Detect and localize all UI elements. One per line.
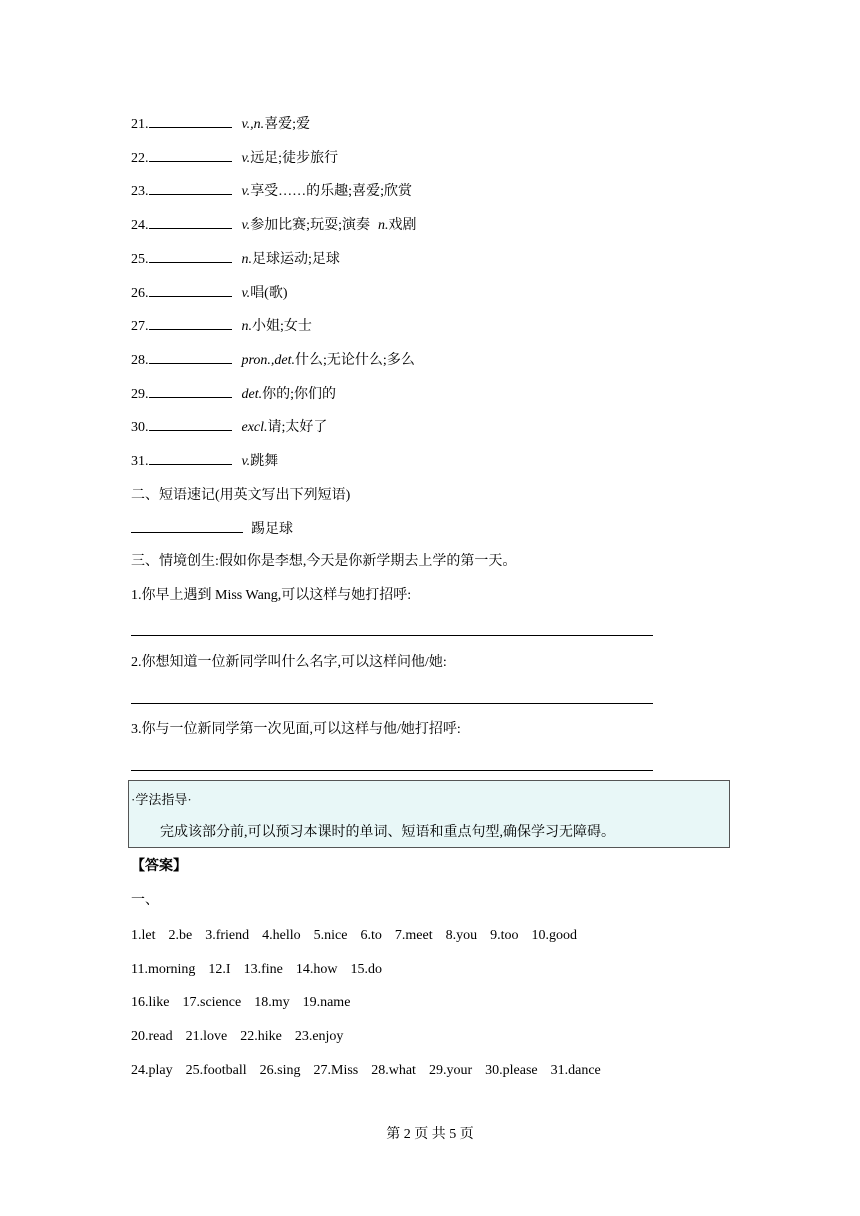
answer-item: 15.do <box>350 961 382 977</box>
vocab-meaning: 喜爱;爱 <box>264 117 311 132</box>
answer-item: 21.love <box>185 1029 228 1045</box>
vocab-item <box>131 248 340 270</box>
answer-item: 12.I <box>208 961 231 977</box>
part-of-speech: v. <box>241 454 251 469</box>
answer-item: 7.meet <box>394 928 433 943</box>
vocab-meaning: 参加比赛;玩耍;演奏 <box>250 218 370 234</box>
section3-heading: 三、情境创生:假如你是李想,今天是你新学期去上学的第一天。 <box>131 554 517 569</box>
part-of-speech: v. <box>241 150 251 166</box>
vocab-meaning: 小姐;女士 <box>252 319 312 335</box>
answer-item: 19.name <box>302 995 351 1011</box>
tip-body: 完成该部分前,可以预习本课时的单词、短语和重点句型,确保学习无障碍。 <box>160 825 615 840</box>
vocab-number: 23. <box>131 184 149 200</box>
vocab-item <box>131 349 415 371</box>
vocab-number: 28. <box>131 352 149 368</box>
vocab-meaning: 足球运动;足球 <box>252 251 340 267</box>
page-footer: 第 2 页 共 5 页 <box>386 1127 474 1142</box>
answers-title: 【答案】 <box>131 859 187 874</box>
vocab-blank[interactable] <box>149 147 232 162</box>
answer-item: 27.Miss <box>313 1062 359 1078</box>
answer-item: 13.fine <box>243 961 283 977</box>
answer-item: 10.good <box>531 928 577 943</box>
vocab-item <box>131 147 338 169</box>
answer-item: 20.read <box>131 1029 173 1045</box>
phrase-meaning: 踢足球 <box>251 522 293 537</box>
answer-item: 30.please <box>485 1062 538 1078</box>
study-tip-box <box>128 780 730 848</box>
answer-item: 29.your <box>428 1062 473 1078</box>
vocab-number: 25. <box>131 251 149 267</box>
vocab-blank[interactable] <box>149 349 232 364</box>
part-of-speech: v. <box>241 184 251 200</box>
answer-row <box>131 993 363 1013</box>
section2-heading: 二、短语速记(用英文写出下列短语) <box>131 488 351 503</box>
answer-item: 3.friend <box>205 928 250 943</box>
vocab-blank[interactable] <box>149 180 232 195</box>
vocab-blank[interactable] <box>149 450 232 465</box>
answer-item: 6.to <box>360 928 382 943</box>
answer-item: 16.like <box>131 995 170 1011</box>
answer-item: 26.sing <box>259 1062 301 1078</box>
vocab-item <box>131 214 416 236</box>
vocab-meaning: 远足;徒步旅行 <box>250 150 339 166</box>
answer-item: 24.play <box>131 1062 173 1078</box>
answer-row <box>131 926 590 946</box>
part-of-speech: v.,n. <box>241 117 265 132</box>
vocab-blank[interactable] <box>149 282 232 297</box>
part-of-speech: v. <box>241 218 251 234</box>
answer-item: 25.football <box>185 1062 247 1078</box>
answer-item: 14.how <box>295 961 338 977</box>
vocab-item <box>131 450 278 472</box>
vocab-item <box>131 383 336 405</box>
vocab-number: 24. <box>131 218 149 234</box>
vocab-meaning: 跳舞 <box>250 454 279 469</box>
answer-line-2[interactable] <box>131 703 653 704</box>
vocab-number: 26. <box>131 285 149 301</box>
vocab-meaning: 什么;无论什么;多么 <box>295 352 415 368</box>
vocab-meaning: 请;太好了 <box>267 420 328 436</box>
scenario-question-2: 2.你想知道一位新同学叫什么名字,可以这样问他/她: <box>131 655 447 670</box>
answer-row <box>131 960 395 980</box>
vocab-number: 31. <box>131 454 149 469</box>
part-of-speech: pron.,det. <box>241 352 296 368</box>
answer-item: 22.hike <box>240 1029 282 1045</box>
tip-title: ·学法指导· <box>131 792 192 807</box>
part-of-speech: n. <box>241 251 252 267</box>
vocab-number: 30. <box>131 420 149 436</box>
answer-row <box>131 1027 356 1047</box>
answer-item: 2.be <box>168 928 193 943</box>
answer-item: 23.enjoy <box>294 1029 344 1045</box>
part-of-speech: n. <box>377 218 389 234</box>
vocab-item <box>131 416 327 438</box>
part-of-speech: v. <box>241 285 251 301</box>
vocab-meaning: 享受……的乐趣;喜爱;欣赏 <box>250 184 412 200</box>
answer-item: 4.hello <box>262 928 301 943</box>
answer-item: 18.my <box>254 995 290 1011</box>
vocab-number: 22. <box>131 150 149 166</box>
vocab-blank[interactable] <box>149 214 232 229</box>
scenario-question-3: 3.你与一位新同学第一次见面,可以这样与他/她打招呼: <box>131 722 461 737</box>
vocab-blank[interactable] <box>149 248 232 263</box>
vocab-meaning: 你的;你们的 <box>262 386 336 402</box>
answer-item: 11.morning <box>131 961 196 977</box>
scenario-question-1: 1.你早上遇到 Miss Wang,可以这样与她打招呼: <box>131 588 412 603</box>
answer-item: 9.too <box>490 928 519 943</box>
answer-line-1[interactable] <box>131 635 653 636</box>
vocab-meaning: 唱(歌) <box>250 285 288 301</box>
answer-row <box>131 1061 614 1081</box>
answer-line-3[interactable] <box>131 770 653 771</box>
answer-item: 1.let <box>131 928 156 943</box>
vocab-item <box>131 282 288 304</box>
vocab-number: 21. <box>131 117 149 132</box>
vocab-item <box>131 180 412 202</box>
part-of-speech: n. <box>241 319 252 335</box>
vocab-meaning: 戏剧 <box>388 218 417 234</box>
vocab-item <box>131 315 312 337</box>
vocab-number: 27. <box>131 319 149 335</box>
part-of-speech: det. <box>241 386 263 402</box>
vocab-blank[interactable] <box>149 383 232 398</box>
answer-item: 17.science <box>182 995 242 1011</box>
answer-item: 28.what <box>371 1062 416 1078</box>
phrase-item <box>131 518 293 540</box>
vocab-number: 29. <box>131 386 149 402</box>
part-of-speech: excl. <box>241 420 268 436</box>
vocab-blank[interactable] <box>149 315 232 330</box>
vocab-blank[interactable] <box>149 416 232 431</box>
answer-item: 31.dance <box>550 1062 601 1078</box>
answer-item: 8.you <box>445 928 478 943</box>
answers-part-label: 一、 <box>131 893 159 908</box>
vocab-item <box>131 113 310 135</box>
phrase-blank[interactable] <box>131 518 243 533</box>
vocab-blank[interactable] <box>149 113 232 128</box>
answer-item: 5.nice <box>313 928 348 943</box>
